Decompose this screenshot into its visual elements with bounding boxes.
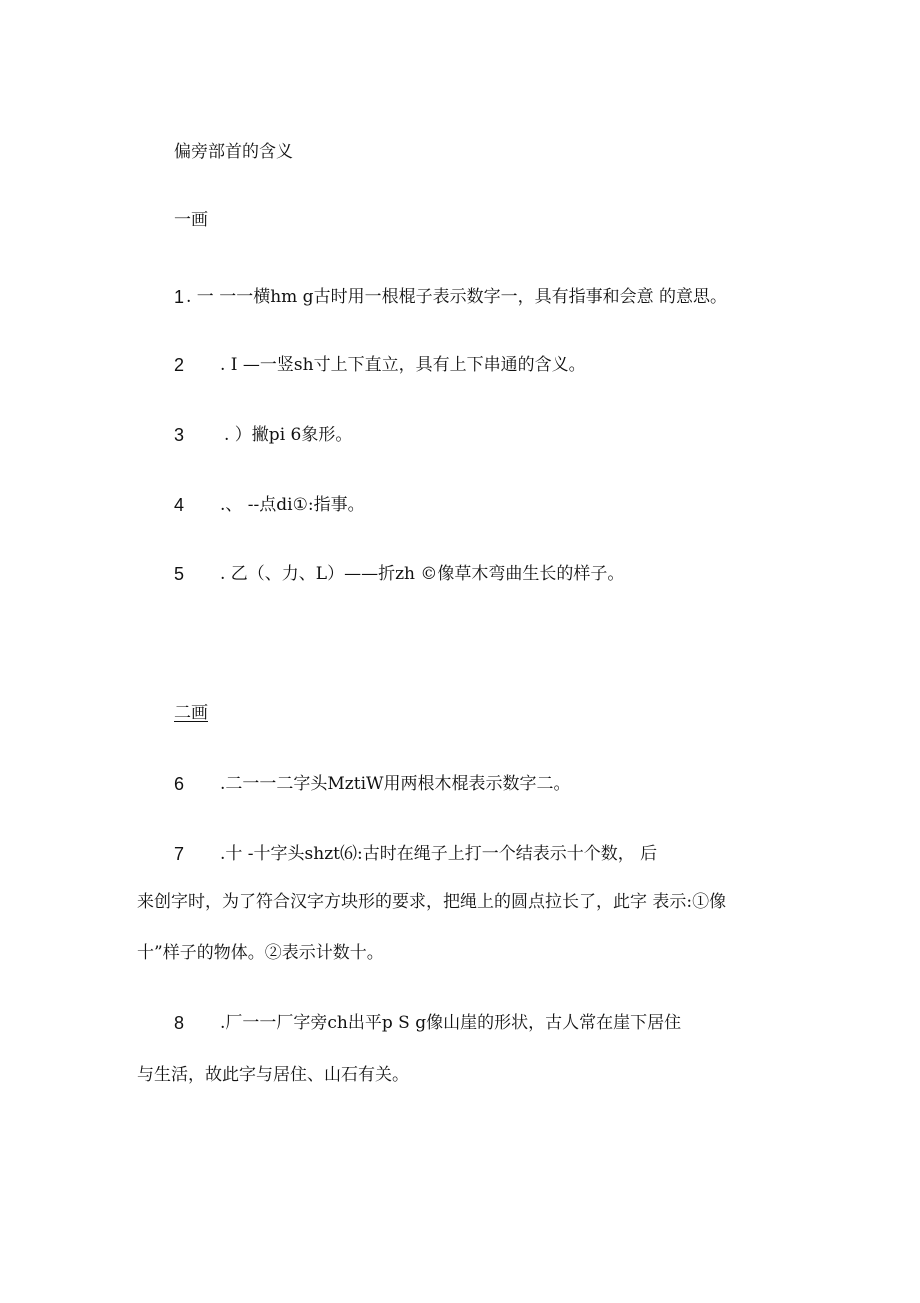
item-number: 1 xyxy=(174,287,185,307)
list-item: .、 --点di①:指事。 xyxy=(220,495,365,515)
list-item-continuation: 十”样子的物体。②表示计数十。 xyxy=(137,943,384,963)
list-item: . 乙（、力、L）——折zh ©像草木弯曲生长的样子。 xyxy=(220,564,625,584)
list-item: . ）撇pi 6象形。 xyxy=(224,425,353,445)
section-heading-one-stroke: 一画 xyxy=(174,210,208,230)
list-item-continuation: 与生活，故此字与居住、山石有关。 xyxy=(137,1065,409,1085)
section-heading-two-strokes: 二画 xyxy=(174,703,208,723)
item-number: 7 xyxy=(174,844,185,864)
list-item: .二一一二字头MztiW用两根木棍表示数字二。 xyxy=(220,774,571,794)
list-item: .十 -十字头shzt⑹:古时在绳子上打一个结表示十个数， 后 xyxy=(220,844,658,864)
item-number: 8 xyxy=(174,1013,185,1033)
item-number: 3 xyxy=(174,425,185,445)
page-title: 偏旁部首的含义 xyxy=(174,142,293,162)
item-number: 6 xyxy=(174,774,185,794)
list-item: . I —一竖sh寸上下直立，具有上下串通的含义。 xyxy=(220,355,586,375)
list-item: . 一 一一横hm g古时用一根棍子表示数字一，具有指事和会意 的意思。 xyxy=(186,287,727,307)
item-number: 5 xyxy=(174,564,185,584)
list-item: .厂一一厂字旁ch出平p S g像山崖的形状，古人常在崖下居住 xyxy=(220,1013,682,1033)
list-item-continuation: 来创字时，为了符合汉字方块形的要求，把绳上的圆点拉长了，此字 表示:①像 xyxy=(137,892,727,912)
item-number: 4 xyxy=(174,495,185,515)
item-number: 2 xyxy=(174,355,185,375)
